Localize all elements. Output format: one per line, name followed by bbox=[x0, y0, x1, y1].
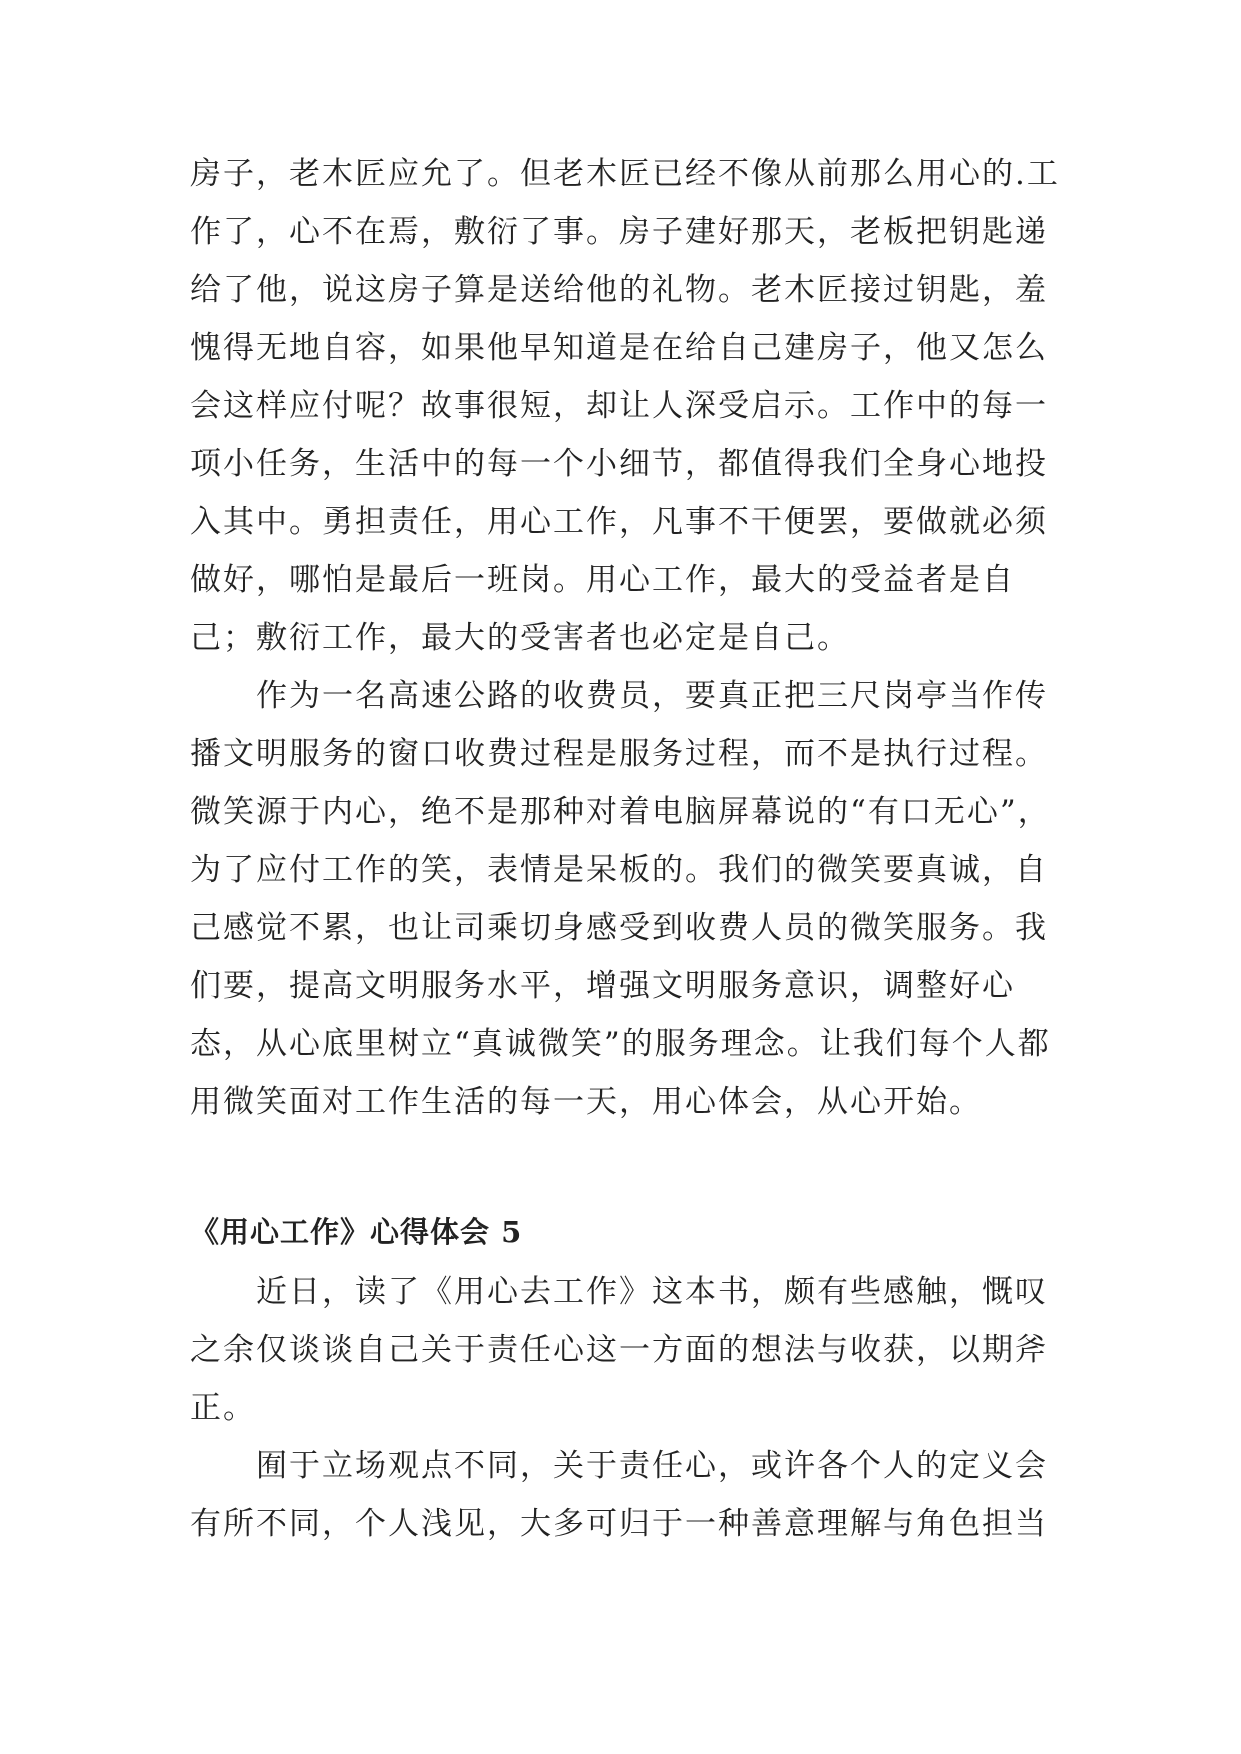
paragraph-responsibility: 囿于立场观点不同，关于责任心，或许各个人的定义会有所不同，个人浅见，大多可归于一种善意理解与角色担当 bbox=[190, 1448, 1048, 1542]
section-title: 《用心工作》心得体会 5 bbox=[190, 1215, 523, 1249]
paragraph-toll-collector: 作为一名高速公路的收费员，要真正把三尺岗亭当作传播文明服务的窗口收费过程是服务过程，而不是执行过程。微笑源于内心，绝不是那种对着电脑屏幕说的“有口无心”，为了应付工作的笑，表情是呆板的。我们的微笑要真诚，自己感觉不累，也让司乘切身感受到收费人员的微笑服务。我们要，提高文明服务水平，增强文明服务意识，调整好心态，从心底里树立“真诚微笑”的服务理念。让我们每个人都用微笑面对工作生活的每一天，用心体会，从心开始。 bbox=[190, 678, 1051, 1120]
body-text-bottom bbox=[190, 1263, 1060, 1553]
body-text-top bbox=[190, 145, 1060, 1131]
paragraph-book-reading: 近日，读了《用心去工作》这本书，颇有些感触，慨叹之余仅谈谈自己关于责任心这一方面的想法与收获，以期斧正。 bbox=[190, 1274, 1048, 1426]
paragraph-carpenter-story: 房子，老木匠应允了。但老木匠已经不像从前那么用心的.工作了，心不在焉，敷衍了事。房子建好那天，老板把钥匙递给了他，说这房子算是送给他的礼物。老木匠接过钥匙，羞愧得无地自容，如果他早知道是在给自己建房子，他又怎么会这样应付呢？故事很短，却让人深受启示。工作中的每一项小任务，生活中的每一个小细节，都值得我们全身心地投入其中。勇担责任，用心工作，凡事不干便罢，要做就必须做好，哪怕是最后一班岗。用心工作，最大的受益者是自己；敷衍工作，最大的受害者也必定是自己。 bbox=[190, 156, 1060, 656]
